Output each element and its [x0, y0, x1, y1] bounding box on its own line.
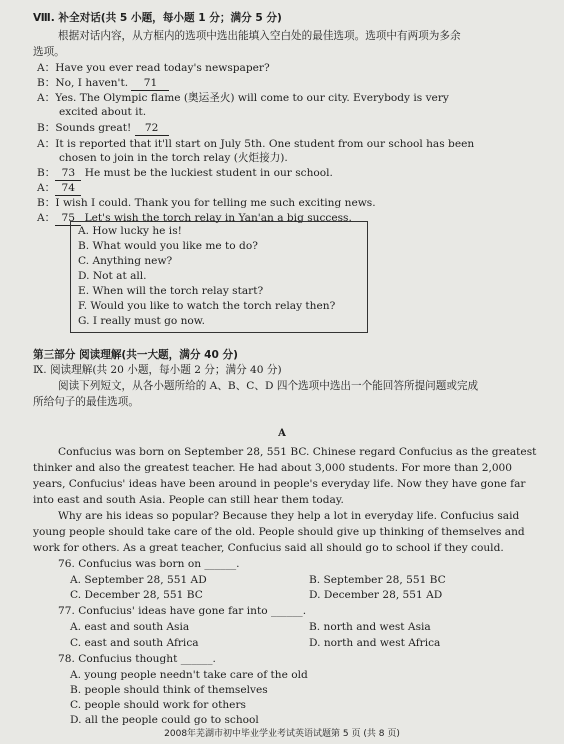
answer-blank: 72: [135, 122, 169, 136]
dialogue-line: A： 75 Let's wish the torch relay in Yan'an a big success.: [37, 212, 352, 224]
question-option: A. September 28, 551 AD: [70, 574, 207, 586]
question-option: B. people should think of themselves: [70, 684, 268, 696]
question-option: C. east and south Africa: [70, 637, 199, 649]
passage-label: A: [278, 428, 286, 439]
question-stem: 77. Confucius' ideas have gone far into ______.: [58, 605, 307, 617]
option-item: C. Anything new?: [78, 255, 173, 267]
option-item: B. What would you like me to do?: [78, 240, 258, 252]
dialogue-line: A：It is reported that it'll start on July 5th. One student from our school has been: [37, 138, 475, 150]
dialogue-line: excited about it.: [59, 106, 147, 118]
question-option: A. east and south Asia: [70, 621, 190, 633]
question-stem: 76. Confucius was born on ______.: [58, 558, 240, 570]
dialogue-line: A：Have you ever read today's newspaper?: [37, 62, 270, 74]
answer-blank: 71: [131, 77, 169, 91]
dialogue-line: A： 74: [37, 182, 81, 196]
question-option: B. north and west Asia: [309, 621, 431, 633]
question-option: D. all the people could go to school: [70, 714, 259, 726]
option-item: E. When will the torch relay start?: [78, 285, 264, 297]
section-heading: Ⅷ. 补全对话(共 5 小题，每小题 1 分；满分 5 分): [33, 12, 282, 24]
answer-blank: 73: [55, 167, 81, 181]
dialogue-line: B：I wish I could. Thank you for telling me such exciting news.: [37, 197, 376, 209]
dialogue-line: A：Yes. The Olympic flame (奥运圣火) will come to our city. Everybody is very: [37, 92, 449, 104]
passage-line: Why are his ideas so popular? Because they help a lot in everyday life. Confucius said: [58, 510, 520, 522]
passage-line: Confucius was born on September 28, 551 BC. Chinese regard Confucius as the greatest: [58, 446, 537, 458]
option-item: G. I really must go now.: [78, 315, 205, 327]
options-box: [70, 221, 368, 333]
section-instruction: 选项。: [33, 46, 65, 58]
option-item: F. Would you like to watch the torch relay then?: [78, 300, 336, 312]
part-instruction: 所给句子的最佳选项。: [33, 396, 139, 408]
passage-line: young people should take care of the old. People should give up thinking of themselves and: [33, 526, 525, 538]
dialogue-line: B：No, I haven't. 71: [37, 77, 169, 91]
question-option: D. north and west Africa: [309, 637, 441, 649]
option-item: D. Not at all.: [78, 270, 147, 282]
question-option: C. December 28, 551 BC: [70, 589, 203, 601]
section-instruction: 根据对话内容，从方框内的选项中选出能填入空白处的最佳选项。选项中有两项为多余: [58, 30, 461, 42]
passage-line: into east and south Asia. People can still hear them today.: [33, 494, 344, 506]
passage-line: years, Confucius' ideas have been around in people's everyday life. Now they have gone far: [33, 478, 526, 490]
part-instruction: 阅读下列短文，从各小题所给的 A、B、C、D 四个选项中选出一个能回答所提问题或完成: [58, 380, 479, 392]
passage-line: work for others. As a great teacher, Confucius said all should go to school if they could.: [33, 542, 504, 554]
sub-heading: Ⅸ. 阅读理解(共 20 小题，每小题 2 分；满分 40 分): [33, 364, 282, 376]
question-option: B. September 28, 551 BC: [309, 574, 446, 586]
question-option: C. people should work for others: [70, 699, 246, 711]
part-heading: 第三部分 阅读理解(共一大题，满分 40 分): [33, 349, 238, 361]
answer-blank: 75: [55, 212, 81, 226]
option-item: A. How lucky he is!: [78, 225, 182, 237]
passage-line: thinker and also the greatest teacher. He had about 3,000 students. For more than 2,000: [33, 462, 513, 474]
page-footer: 2008年芜湖市初中毕业学业考试英语试题第 5 页 (共 8 页): [164, 729, 400, 739]
question-stem: 78. Confucius thought ______.: [58, 653, 216, 665]
question-option: A. young people needn't take care of the old: [70, 669, 308, 681]
dialogue-line: chosen to join in the torch relay (火炬接力).: [59, 152, 288, 164]
dialogue-line: B：Sounds great! 72: [37, 122, 169, 136]
answer-blank: 74: [55, 182, 81, 196]
question-option: D. December 28, 551 AD: [309, 589, 443, 601]
dialogue-line: B： 73 He must be the luckiest student in our school.: [37, 167, 333, 179]
